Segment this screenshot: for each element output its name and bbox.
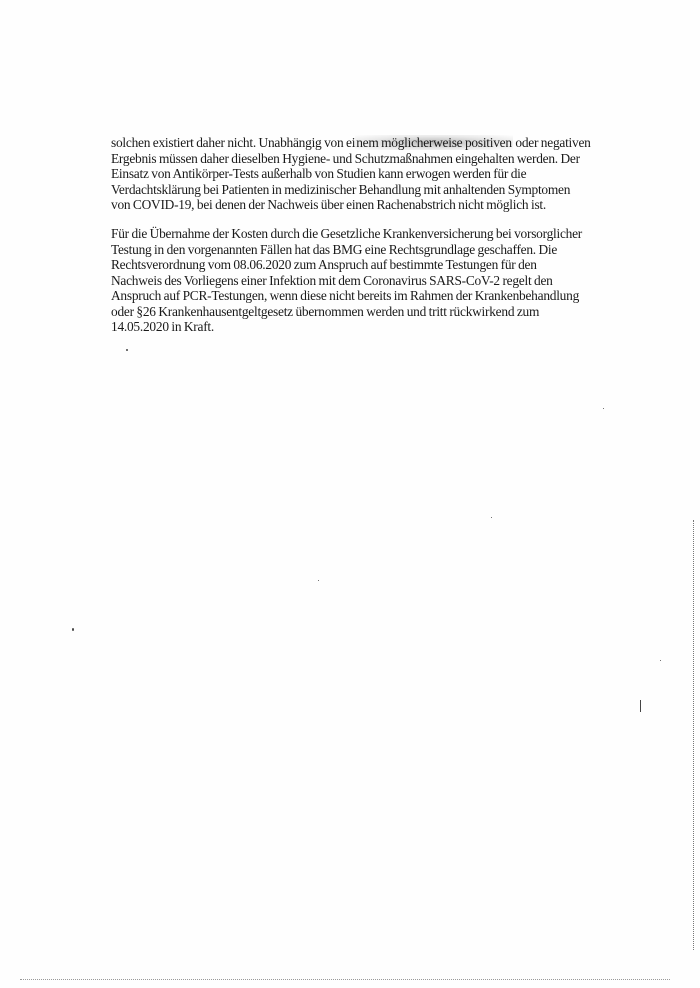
scan-speck	[640, 700, 641, 712]
text-line: Nachweis des Vorliegens einer Infektion mit dem Coronavirus SARS-CoV-2 regelt den	[111, 272, 553, 288]
text-line: Verdachtsklärung bei Patienten in medizinischer Behandlung mit anhaltenden Symptomen	[111, 181, 571, 197]
paragraph-antibody-tests	[111, 135, 611, 213]
scan-speck	[491, 517, 492, 518]
text-line: Einsatz von Antikörper-Tests außerhalb von Studien kann erwogen werden für die	[111, 166, 527, 181]
paragraph-cost-coverage	[111, 226, 611, 335]
scan-edge-line	[692, 520, 694, 950]
text-line: 14.05.2020 in Kraft.	[111, 319, 214, 334]
scan-speck	[72, 628, 74, 631]
scan-speck	[318, 580, 319, 581]
text-line: Rechtsverordnung vom 08.06.2020 zum Anspruch auf bestimmte Testungen für den	[111, 257, 537, 272]
text-line: oder §26 Krankenhausentgeltgesetz übernommen werden und tritt rückwirkend zum	[111, 303, 540, 319]
smudged-text: nem möglicherweise positiven	[356, 135, 512, 150]
scan-speck	[603, 408, 604, 409]
scan-speck	[126, 349, 128, 351]
text-line: von COVID-19, bei denen der Nachweis über einen Rachenabstrich nicht möglich ist.	[111, 197, 546, 212]
text-line: Anspruch auf PCR-Testungen, wenn diese nicht bereits im Rahmen der Krankenbehandlung	[111, 288, 580, 303]
text-line: Testung in den vorgenannten Fällen hat das BMG eine Rechtsgrundlage geschaffen. Die	[111, 241, 558, 257]
text-line: Ergebnis müssen daher dieselben Hygiene- und Schutzmaßnahmen eingehalten werden. Der	[111, 150, 580, 166]
text-segment: solchen existiert daher nicht. Unabhängig von ei	[111, 135, 356, 150]
scan-speck	[660, 660, 661, 661]
text-line	[111, 135, 611, 151]
text-line: Für die Übernahme der Kosten durch die Gesetzliche Krankenversicherung bei vorsorglicher	[111, 226, 583, 241]
text-segment: oder negativen	[512, 135, 591, 150]
scan-bottom-line	[20, 978, 670, 980]
